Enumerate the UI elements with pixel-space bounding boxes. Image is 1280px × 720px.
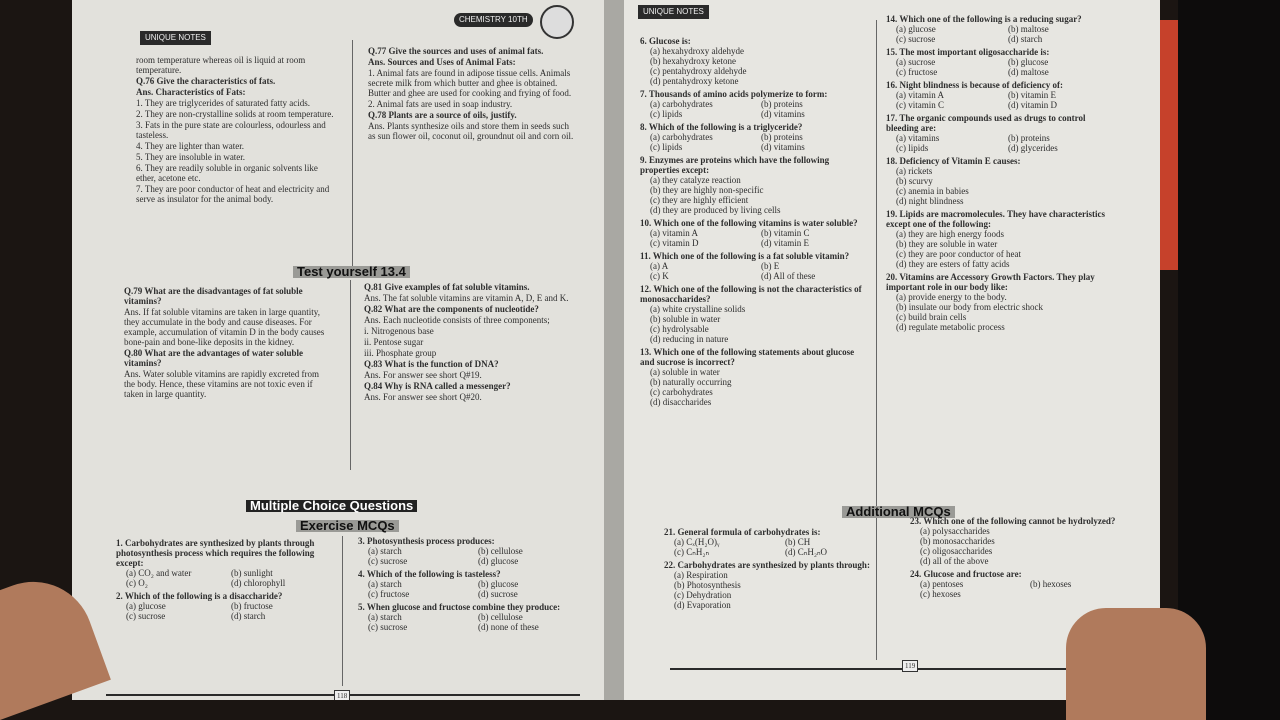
mcq-option-row <box>910 589 1130 599</box>
mcq-option-row <box>640 99 862 109</box>
mcq-option: (d) starch <box>1008 34 1043 44</box>
mcq-option: (b) naturally occurring <box>650 377 732 387</box>
mcq-option: (a) soluble in water <box>650 367 720 377</box>
question-heading: Q.81 Give examples of fat soluble vitamins. <box>364 282 530 292</box>
mcq-option: (c) sucrose <box>896 34 936 44</box>
left-page <box>72 0 604 700</box>
mcq-option: (d) night blindness <box>896 196 964 206</box>
mcq-option-row <box>640 367 862 377</box>
mcq-option-row <box>640 304 862 314</box>
mcq-option-row <box>664 600 886 610</box>
mcq-option: (c) build brain cells <box>896 312 967 322</box>
mcq-option-row <box>358 612 578 622</box>
book-fold <box>604 0 624 700</box>
mcq-question: 21. General formula of carbohydrates is: <box>664 527 821 537</box>
mcq-option-row <box>640 387 862 397</box>
mcq-option: (a) Respiration <box>674 570 728 580</box>
text-line: Ans. Water soluble vitamins are rapidly excreted from the body. Hence, these vitamins are not toxic even if taken in large quantity. <box>124 369 320 399</box>
text-line: 6. They are readily soluble in organic solvents like ether, acetone etc. <box>136 163 318 183</box>
mcq-question: 23. Which one of the following cannot be hydrolyzed? <box>910 516 1116 526</box>
mcq-option-row <box>640 324 862 334</box>
test-yourself-title: Test yourself 13.4 <box>293 266 410 278</box>
mcq-option: (c) oligosaccharides <box>920 546 993 556</box>
mcq-option: (a) vitamin A <box>896 90 944 100</box>
mcq-option-row <box>886 176 1110 186</box>
mcq-option: (c) fructose <box>368 589 410 599</box>
mcq-option-row <box>640 271 862 281</box>
mcq-option-row <box>886 229 1110 239</box>
left-col-1 <box>136 55 336 205</box>
mcq-option: (b) proteins <box>1008 133 1050 143</box>
mcq-item <box>886 272 1110 332</box>
mcq-option-row <box>664 570 886 580</box>
right-thumb <box>1066 608 1206 720</box>
mcq-option-row <box>910 556 1130 566</box>
mcq-question: 20. Vitamins are Accessory Growth Factors. They play important role in our body like: <box>886 272 1095 292</box>
chemistry-header: CHEMISTRY 10TH <box>454 13 533 27</box>
mcq-option: (d) Evaporation <box>674 600 731 610</box>
mcq-option: (b) glucose <box>478 579 519 589</box>
mcq-option: (a) white crystalline solids <box>650 304 746 314</box>
text-line: i. Nitrogenous base <box>364 326 434 336</box>
mcq-option: (b) E <box>761 261 780 271</box>
mcq-option: (d) they are produced by living cells <box>650 205 781 215</box>
mcq-option: (a) they are high energy foods <box>896 229 1005 239</box>
mcq-option-row <box>886 196 1110 206</box>
exercise-mcqs-title: Exercise MCQs <box>296 520 399 532</box>
mcq-option-row <box>640 397 862 407</box>
question-heading: Ans. Characteristics of Fats: <box>136 87 246 97</box>
mcq-question: 10. Which one of the following vitamins is water soluble? <box>640 218 858 228</box>
page-number: 118 <box>334 690 350 700</box>
mcq-option-row <box>358 556 578 566</box>
mcq-option-row <box>886 302 1110 312</box>
mcq-option: (d) chlorophyll <box>231 578 286 588</box>
mcq-option-row <box>640 76 862 86</box>
text-line: 2. They are non-crystalline solids at room temperature. <box>136 109 334 119</box>
mcq-option: (c) pentahydroxy aldehyde <box>650 66 747 76</box>
mcq-option: (a) A <box>650 261 669 271</box>
mcq-option: (a) carbohydrates <box>650 99 713 109</box>
mcq-question: 13. Which one of the following statements about glucose and sucrose is incorrect? <box>640 347 855 367</box>
mcq-option-row <box>358 546 578 556</box>
mcq-question: 16. Night blindness is because of deficiency of: <box>886 80 1064 90</box>
mcq-question: 15. The most important oligosaccharide is: <box>886 47 1050 57</box>
mcq-question: 9. Enzymes are proteins which have the following properties except: <box>640 155 830 175</box>
mcq-option: (b) proteins <box>761 132 803 142</box>
question-heading: Q.83 What is the function of DNA? <box>364 359 499 369</box>
mcq-option: (b) vitamin C <box>761 228 810 238</box>
mcq-option-row <box>886 67 1110 77</box>
unique-notes-badge: UNIQUE NOTES <box>140 31 211 45</box>
mcq-option: (c) they are poor conductor of heat <box>896 249 1021 259</box>
mcq-option: (b) hexoses <box>1030 579 1072 589</box>
text-line: 1. They are triglycerides of saturated fatty acids. <box>136 98 311 108</box>
mcq-option: (c) O₂ <box>126 578 148 588</box>
mcq-option-row <box>910 546 1130 556</box>
text-line: 2. Animal fats are used in soap industry. <box>368 99 513 109</box>
mcq-option-row <box>886 133 1110 143</box>
mcq-option-row <box>116 568 326 578</box>
mcq-option: (b) scurvy <box>896 176 933 186</box>
mcq-question: 3. Photosynthesis process produces: <box>358 536 495 546</box>
left-col-3 <box>124 286 332 400</box>
mcq-option: (a) hexahydroxy aldehyde <box>650 46 744 56</box>
mcq-option: (c) vitamin C <box>896 100 944 110</box>
mcq-option: (a) starch <box>368 546 402 556</box>
question-heading: Q.82 What are the components of nucleotide? <box>364 304 539 314</box>
text-line: Ans. For answer see short Q#19. <box>364 370 482 380</box>
mcq-option: (b) Photosynthesis <box>674 580 741 590</box>
left-col-4 <box>364 282 576 403</box>
unique-notes-badge: UNIQUE NOTES <box>638 5 709 19</box>
mcq-option-row <box>886 259 1110 269</box>
mcq-option-row <box>640 205 862 215</box>
text-line: Ans. The fat soluble vitamins are vitamin A, D, E and K. <box>364 293 569 303</box>
question-heading: Q.79 What are the disadvantages of fat soluble vitamins? <box>124 286 303 306</box>
mcq-option: (c) they are highly efficient <box>650 195 749 205</box>
divider <box>352 40 353 270</box>
mcq-option: (a) carbohydrates <box>650 132 713 142</box>
mcq-option: (a) glucose <box>896 24 936 34</box>
mcq-option-row <box>910 579 1130 589</box>
mcq-item <box>886 113 1110 153</box>
mcq-item <box>116 591 326 621</box>
mcq-option-row <box>640 142 862 152</box>
mcq-option: (c) anemia in babies <box>896 186 969 196</box>
mcq-option-row <box>886 322 1110 332</box>
question-heading: Q.77 Give the sources and uses of animal fats. <box>368 46 544 56</box>
mcq-option: (c) sucrose <box>368 556 408 566</box>
mcq-option-row <box>910 526 1130 536</box>
mcq-option: (c) lipids <box>896 143 929 153</box>
red-object <box>1160 20 1178 270</box>
mcq-option: (a) glucose <box>126 601 166 611</box>
text-line: Ans. Plants synthesize oils and store them in seeds such as sun flower oil, coconut oil, groundnut oil and corn oil. <box>368 121 574 141</box>
mcq-option: (c) sucrose <box>368 622 408 632</box>
mcq-option: (c) carbohydrates <box>650 387 713 397</box>
text-line: 4. They are lighter than water. <box>136 141 245 151</box>
mcq-option-row <box>358 579 578 589</box>
mcq-item <box>640 284 862 344</box>
mcq-option-row <box>640 377 862 387</box>
right-page <box>624 0 1160 700</box>
mcq-option: (c) hexoses <box>920 589 961 599</box>
mcq-option-row <box>886 90 1110 100</box>
text-line: 7. They are poor conductor of heat and electricity and serve as insulator for the animal body. <box>136 184 330 204</box>
mcq-option-row <box>640 228 862 238</box>
mcq-option: (a) starch <box>368 579 402 589</box>
mcq-option-row <box>886 24 1110 34</box>
question-heading: Q.80 What are the advantages of water soluble vitamins? <box>124 348 303 368</box>
text-line: Ans. If fat soluble vitamins are taken in large quantity, they accumulate in the body and cause diseases. For example, accumulation of vitamin D in the body causes bone-pain and bone-like deposits in the kidney. <box>124 307 325 347</box>
mcq-option-row <box>640 238 862 248</box>
mcq-question: 1. Carbohydrates are synthesized by plants through photosynthesis process which requires the following except: <box>116 538 315 568</box>
mcq-option-row <box>886 100 1110 110</box>
mcq-item <box>910 569 1130 599</box>
mcq-item <box>358 536 578 566</box>
mcq-option: (a) pentoses <box>920 579 964 589</box>
mcq-option: (b) insulate our body from electric shock <box>896 302 1043 312</box>
mcq-question: 6. Glucose is: <box>640 36 691 46</box>
mcq-option: (b) monosaccharides <box>920 536 995 546</box>
mcq-option: (b) proteins <box>761 99 803 109</box>
mcq-option: (c) K <box>650 271 669 281</box>
question-heading: Ans. Sources and Uses of Animal Fats: <box>368 57 516 67</box>
mcq-option <box>1020 589 1130 599</box>
mcq-option: (d) starch <box>231 611 266 621</box>
mcq-question: 4. Which of the following is tasteless? <box>358 569 501 579</box>
mcq-option: (b) soluble in water <box>650 314 721 324</box>
mcq-item <box>640 122 862 152</box>
question-heading: Q.84 Why is RNA called a messenger? <box>364 381 511 391</box>
mcq-option: (d) vitamins <box>761 142 805 152</box>
mcq-option-row <box>116 611 326 621</box>
divider <box>342 536 343 686</box>
mcq-item <box>358 602 578 632</box>
mcq-option: (c) hydrolysable <box>650 324 709 334</box>
mcq-option: (d) pentahydroxy ketone <box>650 76 739 86</box>
text-line: iii. Phosphate group <box>364 348 437 358</box>
question-heading: Q.78 Plants are a source of oils, justify. <box>368 110 517 120</box>
mcq-option: (a) Cₓ(H₂O)ᵧ <box>674 537 720 547</box>
book-logo-icon <box>540 5 574 39</box>
right-col-1 <box>640 36 862 410</box>
additional-mcqs-title: Additional MCQs <box>842 506 955 518</box>
mcq-option-row <box>116 578 326 588</box>
mcq-question: 2. Which of the following is a disaccharide? <box>116 591 283 601</box>
mcq-item <box>664 527 886 557</box>
mcq-option-row <box>886 249 1110 259</box>
background-right <box>1178 0 1280 720</box>
mcq-option: (a) CO₂ and water <box>126 568 192 578</box>
mcq-option: (d) CₙH₂ₙO <box>785 547 828 557</box>
mcq-option: (a) vitamins <box>896 133 940 143</box>
mcq-option-row <box>640 314 862 324</box>
mcq-question: 7. Thousands of amino acids polymerize to form: <box>640 89 828 99</box>
mcq-option-row <box>640 175 862 185</box>
mcq-item <box>358 569 578 599</box>
mcq-option: (a) they catalyze reaction <box>650 175 741 185</box>
question-heading: Q.76 Give the characteristics of fats. <box>136 76 276 86</box>
mcq-option: (d) vitamin D <box>1008 100 1057 110</box>
mcq-option: (c) lipids <box>650 109 683 119</box>
mcq-option: (a) starch <box>368 612 402 622</box>
text-line: 5. They are insoluble in water. <box>136 152 246 162</box>
mcq-option-row <box>358 622 578 632</box>
mcq-option: (d) maltose <box>1008 67 1049 77</box>
mcq-option-row <box>664 537 886 547</box>
mcq-option: (c) lipids <box>650 142 683 152</box>
mcq-option: (d) all of the above <box>920 556 989 566</box>
mcq-question: 22. Carbohydrates are synthesized by plants through: <box>664 560 870 570</box>
mcq-item <box>640 36 862 86</box>
text-line: Ans. For answer see short Q#20. <box>364 392 482 402</box>
mcq-question: 11. Which one of the following is a fat soluble vitamin? <box>640 251 850 261</box>
page-number: 119 <box>902 660 918 672</box>
mcq-item <box>640 251 862 281</box>
mcq-question: 17. The organic compounds used as drugs to control bleeding are: <box>886 113 1086 133</box>
mcq-option: (d) none of these <box>478 622 539 632</box>
mcq-option: (d) sucrose <box>478 589 518 599</box>
mcq-option-row <box>640 109 862 119</box>
mcq-option: (c) sucrose <box>126 611 166 621</box>
text-line: 1. Animal fats are found in adipose tissue cells. Animals secrete milk from which butter and ghee is obtained. Butter and ghee are used for cooking and frying of food. <box>368 68 572 98</box>
mcq-col-1 <box>116 538 326 624</box>
mcq-option-row <box>886 57 1110 67</box>
mcq-section-title: Multiple Choice Questions <box>246 500 417 512</box>
mcq-option-row <box>886 143 1110 153</box>
mcq-item <box>886 47 1110 77</box>
mcq-option-row <box>640 56 862 66</box>
text-line: ii. Pentose sugar <box>364 337 424 347</box>
mcq-item <box>664 560 886 610</box>
mcq-item <box>640 218 862 248</box>
mcq-option: (d) regulate metabolic process <box>896 322 1005 332</box>
text-line: Ans. Each nucleotide consists of three components; <box>364 315 550 325</box>
mcq-option: (c) Dehydration <box>674 590 732 600</box>
mcq-question: 24. Glucose and fructose are: <box>910 569 1022 579</box>
right-col-4 <box>910 516 1130 602</box>
mcq-question: 12. Which one of the following is not the characteristics of monosaccharides? <box>640 284 862 304</box>
mcq-option-row <box>640 195 862 205</box>
mcq-item <box>640 89 862 119</box>
mcq-question: 18. Deficiency of Vitamin E causes: <box>886 156 1021 166</box>
mcq-item <box>886 209 1110 269</box>
mcq-option: (c) fructose <box>896 67 938 77</box>
mcq-option-row <box>886 166 1110 176</box>
mcq-option: (b) cellulose <box>478 546 523 556</box>
mcq-option: (d) they are esters of fatty acids <box>896 259 1010 269</box>
mcq-option: (c) CₙH₂ₙ <box>674 547 710 557</box>
mcq-option-row <box>116 601 326 611</box>
mcq-option: (d) reducing in nature <box>650 334 729 344</box>
mcq-option-row <box>886 312 1110 322</box>
mcq-option: (a) vitamin A <box>650 228 698 238</box>
mcq-question: 14. Which one of the following is a reducing sugar? <box>886 14 1082 24</box>
mcq-option: (b) cellulose <box>478 612 523 622</box>
mcq-item <box>886 14 1110 44</box>
mcq-option: (d) glucose <box>478 556 519 566</box>
mcq-option: (d) vitamin E <box>761 238 809 248</box>
mcq-option: (d) All of these <box>761 271 816 281</box>
mcq-option-row <box>886 186 1110 196</box>
mcq-option: (d) glycerides <box>1008 143 1058 153</box>
mcq-option: (b) glucose <box>1008 57 1049 67</box>
mcq-question: 8. Which of the following is a triglyceride? <box>640 122 803 132</box>
mcq-col-2 <box>358 536 578 635</box>
mcq-option: (b) vitamin E <box>1008 90 1056 100</box>
mcq-option: (b) fructose <box>231 601 273 611</box>
mcq-option-row <box>640 66 862 76</box>
mcq-item <box>116 538 326 588</box>
mcq-option: (b) sunlight <box>231 568 273 578</box>
mcq-option-row <box>664 590 886 600</box>
mcq-option: (b) they are soluble in water <box>896 239 998 249</box>
mcq-option-row <box>910 536 1130 546</box>
mcq-option: (b) maltose <box>1008 24 1049 34</box>
mcq-option: (a) provide energy to the body. <box>896 292 1007 302</box>
mcq-option: (d) vitamins <box>761 109 805 119</box>
mcq-question: 5. When glucose and fructose combine they produce: <box>358 602 561 612</box>
divider <box>350 280 351 470</box>
mcq-item <box>640 155 862 215</box>
mcq-option-row <box>640 46 862 56</box>
text-line: 3. Fats in the pure state are colourless, odourless and tasteless. <box>136 120 326 140</box>
mcq-option: (c) vitamin D <box>650 238 699 248</box>
mcq-option-row <box>886 292 1110 302</box>
mcq-option-row <box>664 580 886 590</box>
mcq-item <box>640 347 862 407</box>
mcq-option: (a) sucrose <box>896 57 936 67</box>
mcq-option: (b) CH <box>785 537 811 547</box>
mcq-option: (b) hexahydroxy ketone <box>650 56 736 66</box>
mcq-option-row <box>886 239 1110 249</box>
mcq-item <box>910 516 1130 566</box>
text-line: room temperature whereas oil is liquid at room temperature. <box>136 55 306 75</box>
mcq-option-row <box>640 132 862 142</box>
mcq-option-row <box>640 185 862 195</box>
right-col-3 <box>664 527 886 613</box>
mcq-item <box>886 156 1110 206</box>
mcq-option-row <box>640 261 862 271</box>
mcq-option: (b) they are highly non-specific <box>650 185 764 195</box>
mcq-item <box>886 80 1110 110</box>
mcq-option-row <box>664 547 886 557</box>
mcq-option: (d) disaccharides <box>650 397 712 407</box>
left-col-2 <box>368 46 574 142</box>
mcq-option-row <box>640 334 862 344</box>
mcq-option: (a) rickets <box>896 166 933 176</box>
mcq-option-row <box>886 34 1110 44</box>
mcq-question: 19. Lipids are macromolecules. They have characteristics except one of the following: <box>886 209 1105 229</box>
mcq-option: (a) polysaccharides <box>920 526 990 536</box>
mcq-option-row <box>358 589 578 599</box>
right-col-2 <box>886 14 1110 335</box>
